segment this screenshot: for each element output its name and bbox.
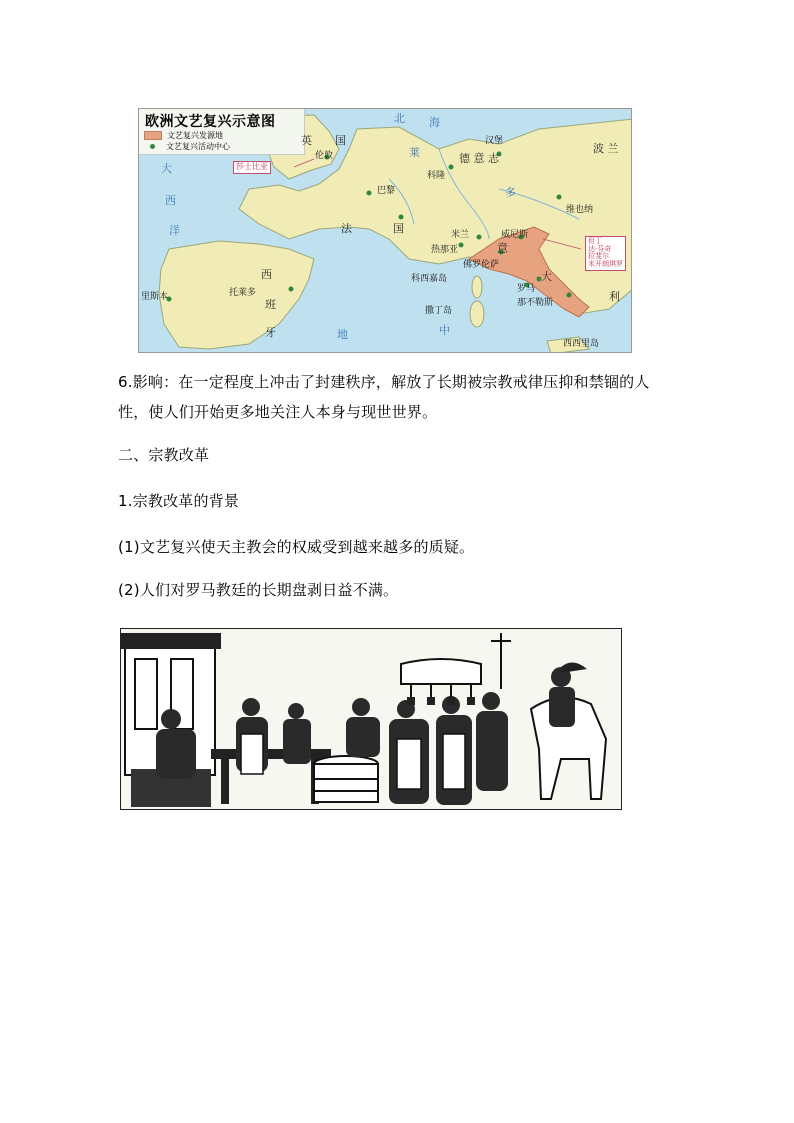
background-item-2: (2)人们对罗马教廷的长期盘剥日益不满。: [118, 581, 399, 599]
label-france2: 国: [393, 222, 404, 235]
label-uk1: 英: [301, 134, 312, 147]
label-naples: 那不勒斯: [517, 298, 554, 308]
woodcut-graphic: [121, 629, 621, 809]
callout-line-michelangelo: 米开朗琪罗: [588, 260, 623, 269]
label-spain2: 班: [265, 298, 276, 311]
label-spain3: 牙: [265, 326, 276, 339]
map-legend: [139, 109, 305, 155]
label-hamburg: 汉堡: [485, 136, 504, 146]
label-yang: 洋: [169, 224, 180, 237]
label-vienna: 维也纳: [566, 205, 594, 215]
label-poland: 波 兰: [593, 142, 619, 155]
label-li: 利: [609, 290, 620, 303]
label-cologne: 科隆: [427, 171, 446, 181]
label-spain1: 西: [261, 268, 272, 281]
impact-paragraph-line1: 6.影响：在一定程度上冲击了封建秩序，解放了长期被宗教戒律压抑和禁锢的人: [118, 373, 650, 391]
label-rome: 罗马: [517, 284, 536, 294]
label-genoa: 热那亚: [431, 245, 459, 255]
label-sea-hai: 海: [429, 116, 440, 129]
label-yi: 意: [497, 242, 508, 255]
label-duo: 多: [505, 186, 516, 199]
label-sicily: 西西里岛: [563, 339, 600, 349]
label-zhong: 中: [439, 324, 450, 337]
italy-artists-callout: [585, 236, 626, 271]
label-venice: 威尼斯: [501, 230, 529, 240]
label-north: 北: [394, 112, 405, 125]
callout-line-raphael: 拉斐尔: [588, 252, 609, 261]
label-uk2: 国: [335, 134, 346, 147]
label-lisbon: 里斯本: [141, 292, 169, 302]
label-dali: 大: [541, 270, 552, 283]
callout-line-davinci: 达·芬奇: [588, 244, 612, 253]
label-milan: 米兰: [451, 230, 470, 240]
label-paris: 巴黎: [377, 186, 396, 196]
label-florence: 佛罗伦萨: [463, 260, 500, 270]
label-xi: 西: [165, 194, 176, 207]
map-title: 欧洲文艺复兴示意图: [145, 114, 276, 130]
impact-paragraph-line2: 性，使人们开始更多地关注人本身与现世世界。: [118, 403, 438, 421]
callout-line-dante: 但丁: [588, 237, 602, 245]
label-corsica: 科西嘉岛: [411, 274, 448, 284]
label-lai: 莱: [409, 146, 420, 159]
label-france1: 法: [341, 222, 352, 235]
legend-center: [144, 141, 230, 152]
section-heading-reformation: 二、宗教改革: [118, 446, 210, 464]
label-sardinia: 撒丁岛: [425, 306, 453, 316]
legend-center-label: 文艺复兴活动中心: [166, 142, 230, 151]
subheading-background: 1.宗教改革的背景: [118, 492, 240, 510]
label-di: 地: [337, 328, 348, 341]
legend-origin-label: 文艺复兴发源地: [167, 131, 223, 140]
legend-origin: [144, 130, 223, 141]
label-germany: 德 意 志: [459, 152, 499, 165]
origin-swatch: [144, 131, 162, 140]
indulgence-sale-woodcut: [120, 628, 622, 810]
label-london: 伦敦: [315, 151, 334, 161]
renaissance-map: [138, 108, 632, 353]
label-da: 大: [161, 162, 172, 175]
shakespeare-callout: 莎士比亚: [233, 161, 271, 174]
background-item-1: (1)文艺复兴使天主教会的权威受到越来越多的质疑。: [118, 538, 475, 556]
center-dot: [150, 144, 155, 149]
label-toledo: 托莱多: [229, 288, 257, 298]
